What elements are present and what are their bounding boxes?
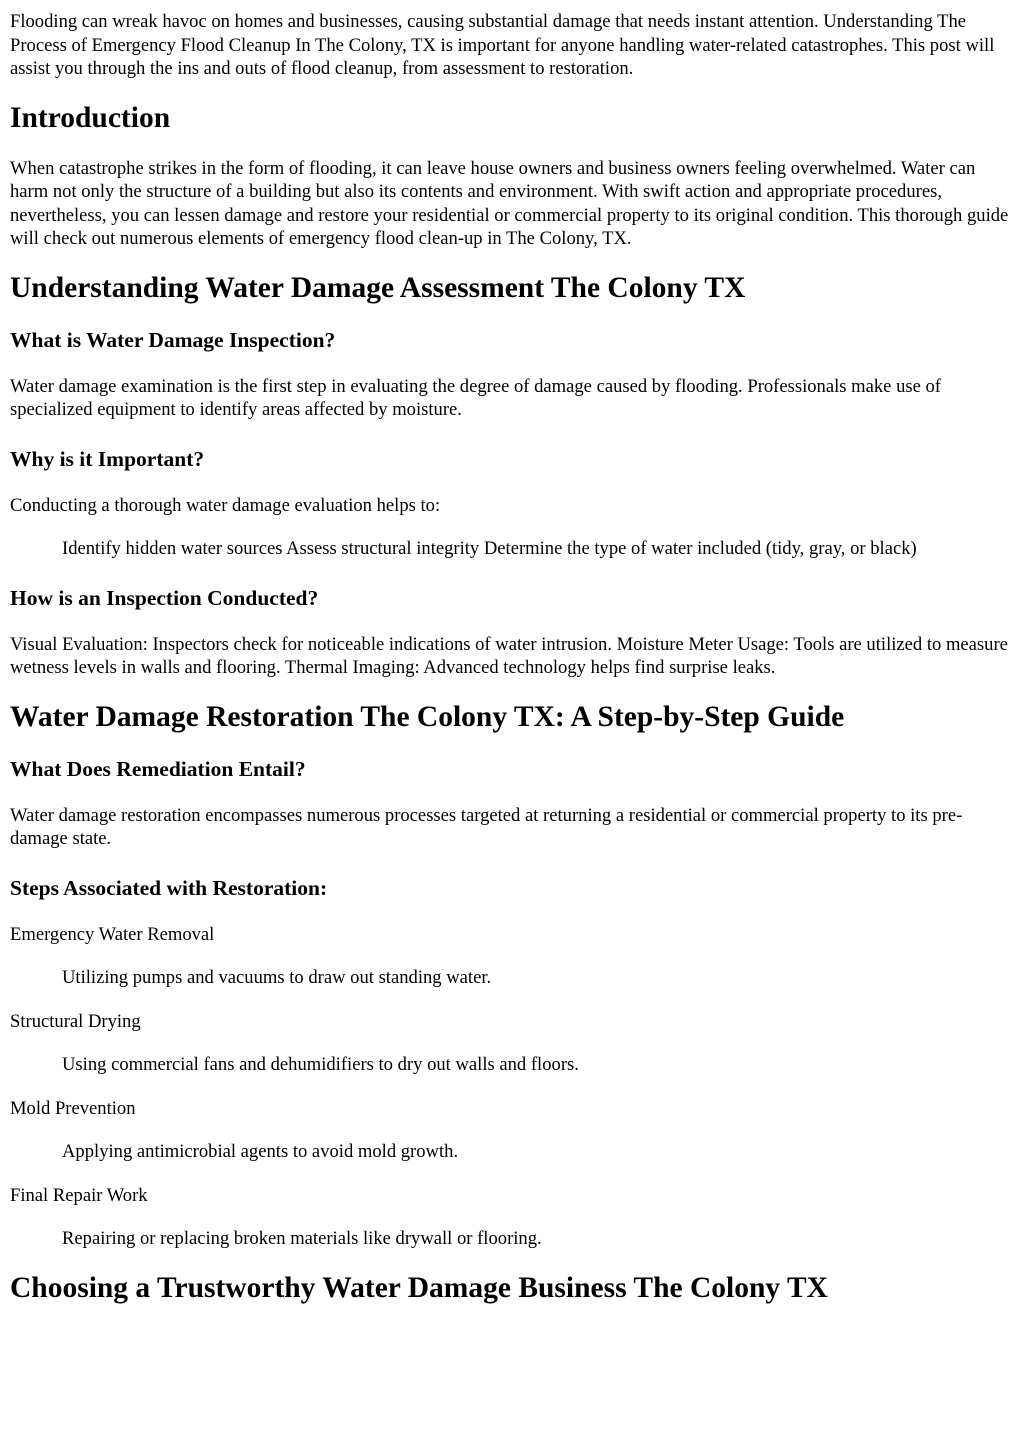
- step-title: Emergency Water Removal: [10, 923, 215, 945]
- step-description: Utilizing pumps and vacuums to draw out standing water.: [62, 967, 492, 988]
- remediation-heading: What Does Remediation Entail?: [10, 756, 306, 781]
- inspection-method-heading: How is an Inspection Conducted?: [10, 585, 319, 610]
- step-title: Mold Prevention: [10, 1097, 136, 1119]
- restoration-heading: Water Damage Restoration The Colony TX: A Step-by-Step Guide: [10, 700, 845, 733]
- step-title: Final Repair Work: [10, 1184, 148, 1206]
- step-description: Repairing or replacing broken materials like drywall or flooring.: [62, 1228, 542, 1249]
- importance-heading: Why is it Important?: [10, 446, 205, 471]
- business-heading: Choosing a Trustworthy Water Damage Business The Colony TX: [10, 1271, 828, 1304]
- intro-paragraph: Flooding can wreak havoc on homes and businesses, causing substantial damage that needs instant attention. Understanding The Process of Emergency Flood Cleanup In The Colony, TX is important for anyone handling water-related catastrophes. This post will assist you through the ins and outs of flood cleanup, from assessment to restoration.: [10, 11, 995, 79]
- steps-heading: Steps Associated with Restoration:: [10, 875, 328, 900]
- importance-paragraph: Conducting a thorough water damage evaluation helps to:: [10, 494, 441, 516]
- remediation-paragraph: Water damage restoration encompasses numerous processes targeted at returning a residential or commercial property to its pre-damage state.: [10, 804, 963, 849]
- step-description: Using commercial fans and dehumidifiers to dry out walls and floors.: [62, 1054, 579, 1075]
- inspection-method-paragraph: Visual Evaluation: Inspectors check for noticeable indications of water intrusion. Moisture Meter Usage: Tools are utilized to measure wetness levels in walls and flooring. Thermal Imaging: Advanced technology helps find surprise leaks.: [10, 633, 1008, 678]
- step-title: Structural Drying: [10, 1010, 141, 1032]
- introduction-paragraph: When catastrophe strikes in the form of flooding, it can leave house owners and business owners feeling overwhelmed. Water can harm not only the structure of a building but also its contents and environment. With swift action and appropriate procedures, nevertheless, you can lessen damage and restore your residential or commercial property to its original condition. This thorough guide will check out numerous elements of emergency flood clean-up in The Colony, TX.: [10, 157, 1009, 249]
- importance-list: Identify hidden water sources Assess structural integrity Determine the type of water included (tidy, gray, or black): [62, 538, 917, 559]
- inspection-paragraph: Water damage examination is the first step in evaluating the degree of damage caused by flooding. Professionals make use of specialized equipment to identify areas affected by moisture.: [10, 375, 941, 420]
- introduction-heading: Introduction: [10, 101, 171, 134]
- step-description: Applying antimicrobial agents to avoid mold growth.: [62, 1141, 459, 1162]
- step-list: [10, 923, 1014, 1251]
- inspection-heading: What is Water Damage Inspection?: [10, 327, 336, 352]
- assessment-heading: Understanding Water Damage Assessment The Colony TX: [10, 271, 746, 304]
